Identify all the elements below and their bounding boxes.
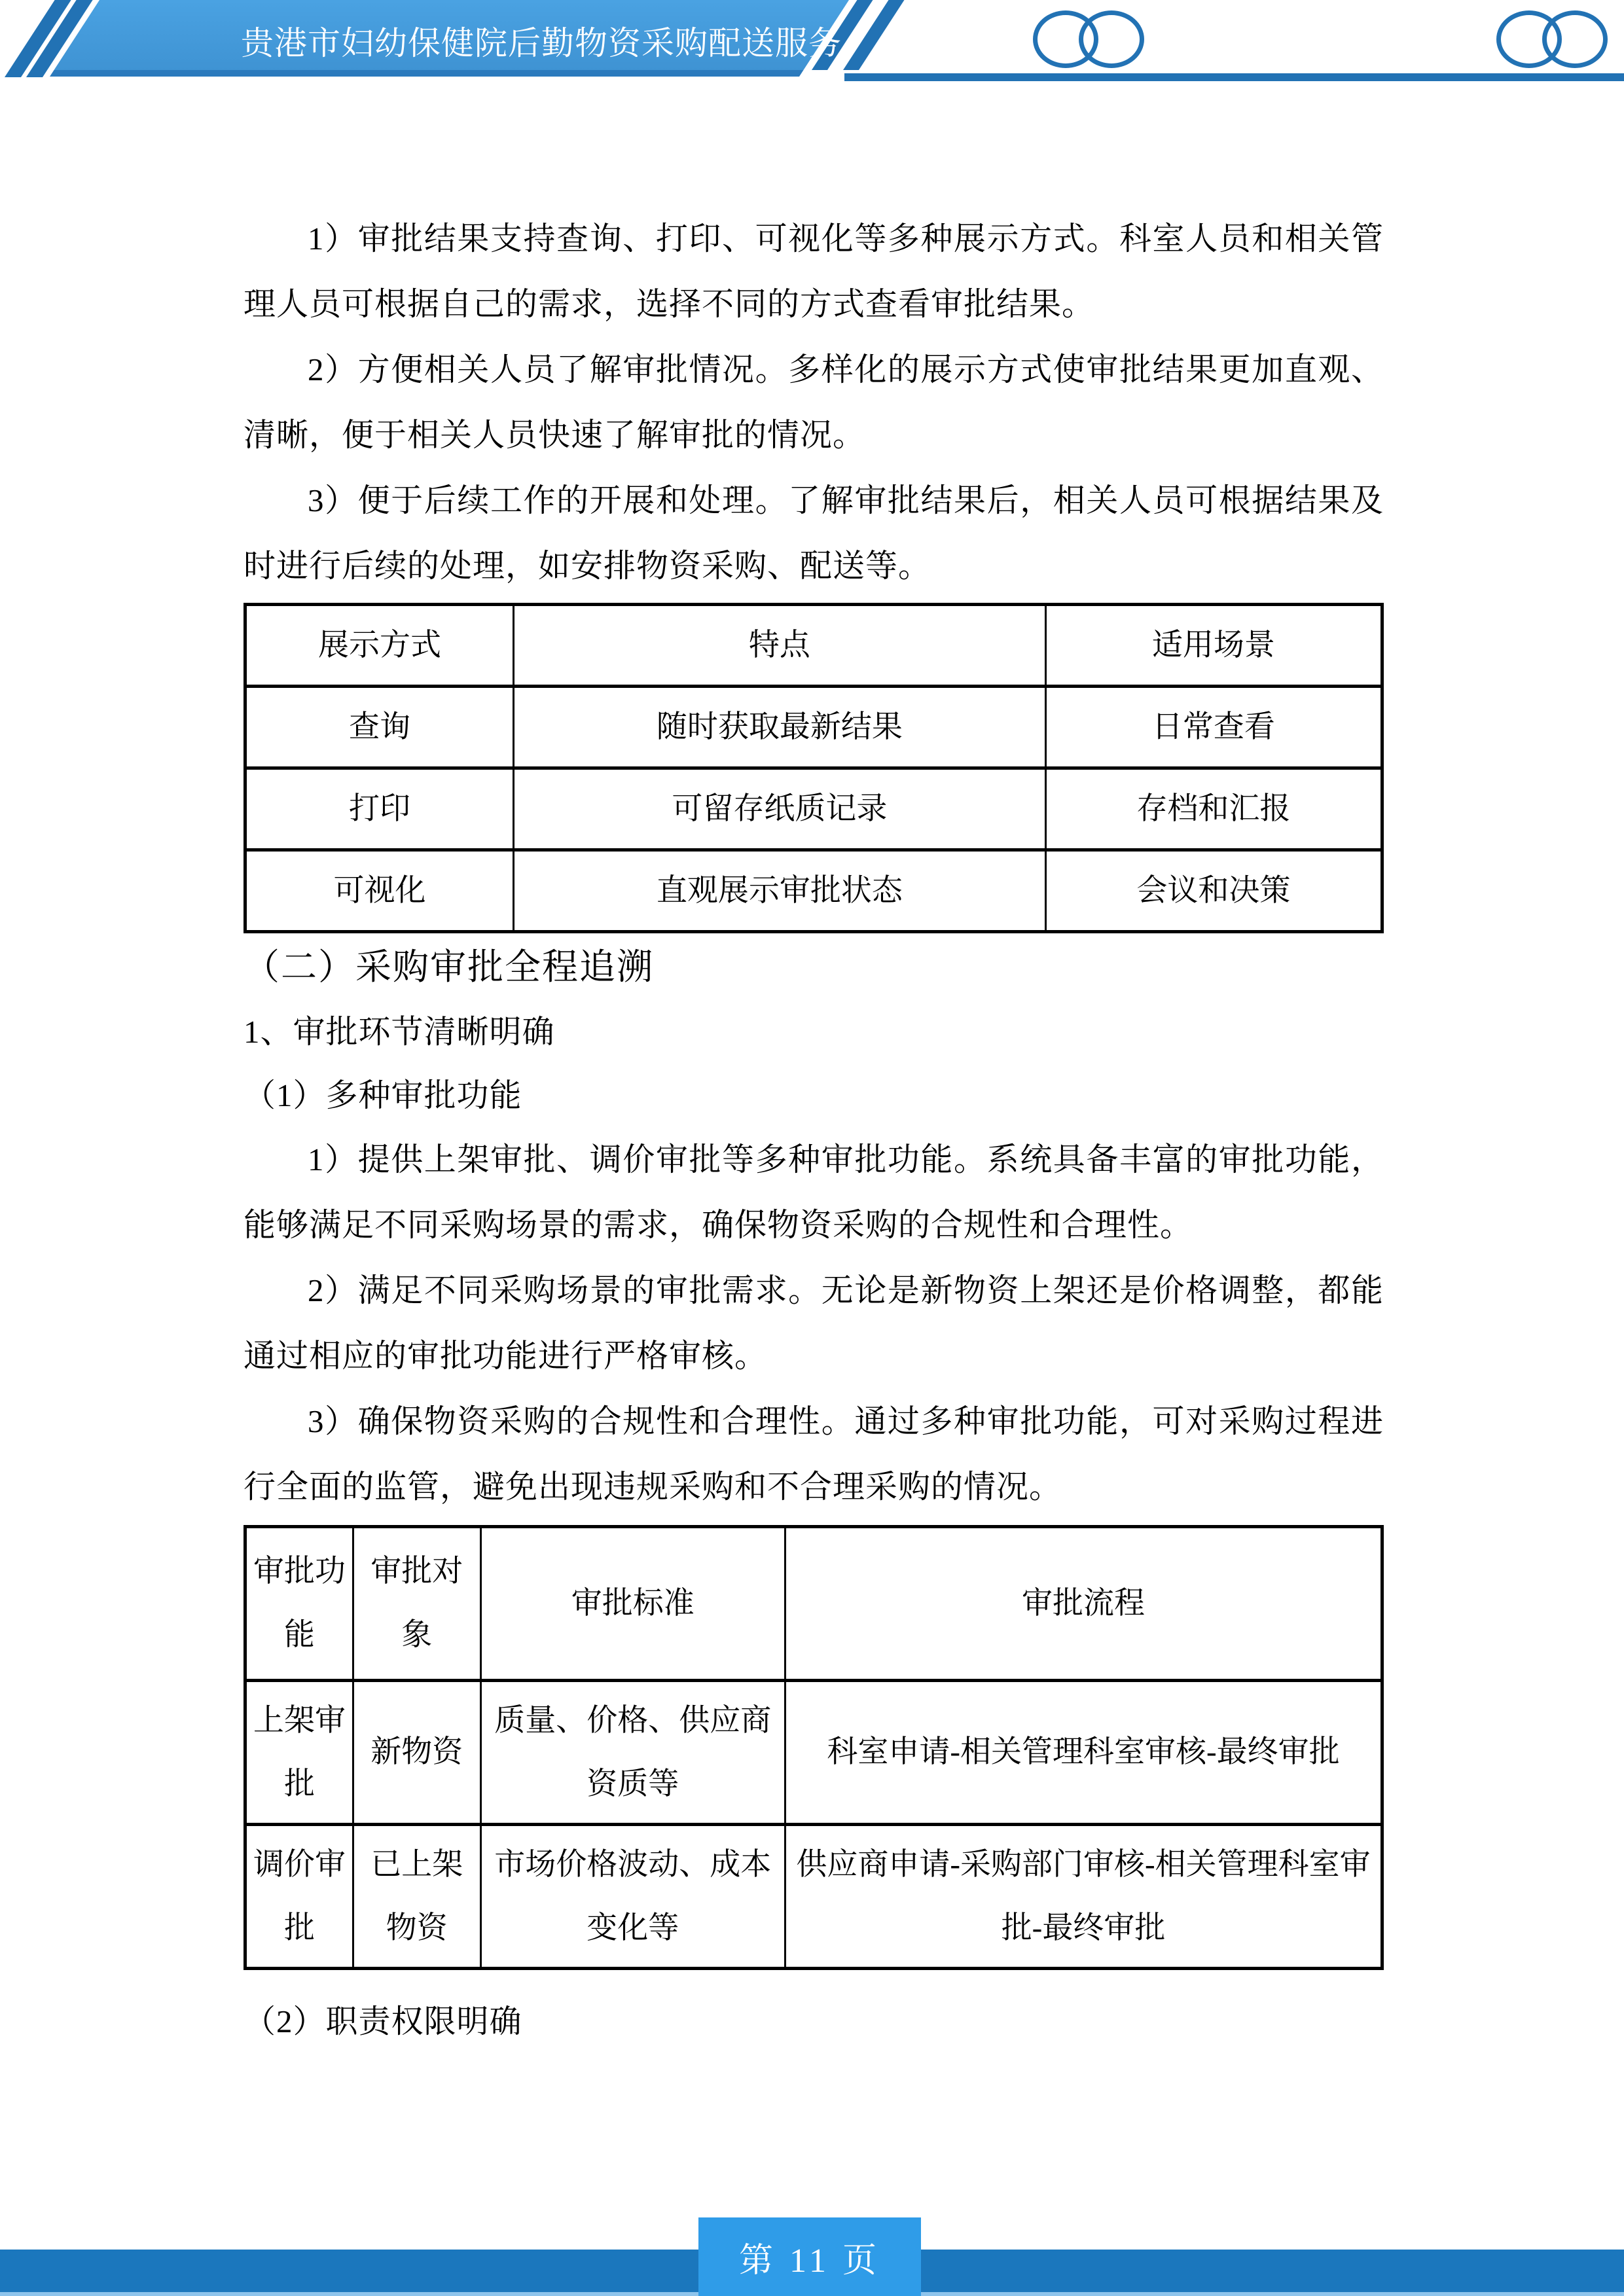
table-cell: 随时获取最新结果: [513, 687, 1045, 768]
page-header: [0, 0, 1624, 92]
table-cell: 存档和汇报: [1045, 768, 1382, 850]
paragraph: 2）满足不同采购场景的审批需求。无论是新物资上架还是价格调整，都能通过相应的审批功能进行严格审核。: [244, 1272, 1384, 1374]
table-cell: 市场价格波动、成本变化等: [480, 1825, 785, 1969]
sub-heading: （1）多种审批功能: [244, 1077, 522, 1113]
table-row: [245, 1825, 1382, 1969]
paragraph: 1）提供上架审批、调价审批等多种审批功能。系统具备丰富的审批功能，能够满足不同采购场景的需求，确保物资采购的合规性和合理性。: [244, 1141, 1384, 1243]
paragraph: 3）确保物资采购的合规性和合理性。通过多种审批功能，可对采购过程进行全面的监管，避免出现违规采购和不合理采购的情况。: [244, 1403, 1384, 1505]
table-header-row: [245, 605, 1382, 687]
table-row: [245, 687, 1382, 768]
table-row: [245, 1681, 1382, 1825]
paragraph: 1）审批结果支持查询、打印、可视化等多种展示方式。科室人员和相关管理人员可根据自己的需求，选择不同的方式查看审批结果。: [244, 221, 1384, 322]
document-body: [244, 206, 1384, 2053]
column-header: 审批功能: [245, 1527, 353, 1681]
table-cell: 调价审批: [245, 1825, 353, 1969]
display-methods-table: [244, 603, 1384, 933]
ring-circle: [1079, 10, 1144, 68]
table-row: [245, 768, 1382, 850]
paragraph: 3）便于后续工作的开展和处理。了解审批结果后，相关人员可根据结果及时进行后续的处理，如安排物资采购、配送等。: [244, 482, 1384, 584]
header-title: 贵港市妇幼保健院后勤物资采购配送服务: [241, 25, 842, 62]
ring-circle: [1542, 10, 1608, 68]
table-cell: 可视化: [245, 850, 514, 932]
page-number: 第 11 页: [738, 2242, 881, 2280]
paragraph: 2）方便相关人员了解审批情况。多样化的展示方式使审批结果更加直观、清晰，便于相关人员快速了解审批的情况。: [244, 351, 1384, 453]
double-ring-icon: [1033, 10, 1144, 68]
table-cell: 打印: [245, 768, 514, 850]
column-header: 特点: [513, 605, 1045, 687]
column-header: 审批对象: [353, 1527, 481, 1681]
table-cell: 上架审批: [245, 1681, 353, 1825]
table-cell: 已上架物资: [353, 1825, 481, 1969]
section-heading: （二）采购审批全程追溯: [244, 947, 655, 987]
column-header: 审批标准: [480, 1527, 785, 1681]
page-number-badge: [698, 2217, 921, 2296]
column-header: 展示方式: [245, 605, 514, 687]
table-cell: 可留存纸质记录: [513, 768, 1045, 850]
table-cell: 质量、价格、供应商资质等: [480, 1681, 785, 1825]
table-cell: 供应商申请-采购部门审核-相关管理科室审批-最终审批: [785, 1825, 1382, 1969]
table-cell: 日常查看: [1045, 687, 1382, 768]
table-row: [245, 850, 1382, 932]
header-rule: [844, 73, 1624, 81]
table-cell: 会议和决策: [1045, 850, 1382, 932]
column-header: 审批流程: [785, 1527, 1382, 1681]
table-cell: 查询: [245, 687, 514, 768]
double-ring-icon: [1496, 10, 1608, 68]
sub-heading: 1、审批环节清晰明确: [244, 1014, 555, 1050]
table-header-row: [245, 1527, 1382, 1681]
table-cell: 新物资: [353, 1681, 481, 1825]
table-cell: 科室申请-相关管理科室审核-最终审批: [785, 1681, 1382, 1825]
table-cell: 直观展示审批状态: [513, 850, 1045, 932]
column-header: 适用场景: [1045, 605, 1382, 687]
sub-heading: （2）职责权限明确: [244, 2003, 522, 2039]
approval-functions-table: [244, 1525, 1384, 1970]
